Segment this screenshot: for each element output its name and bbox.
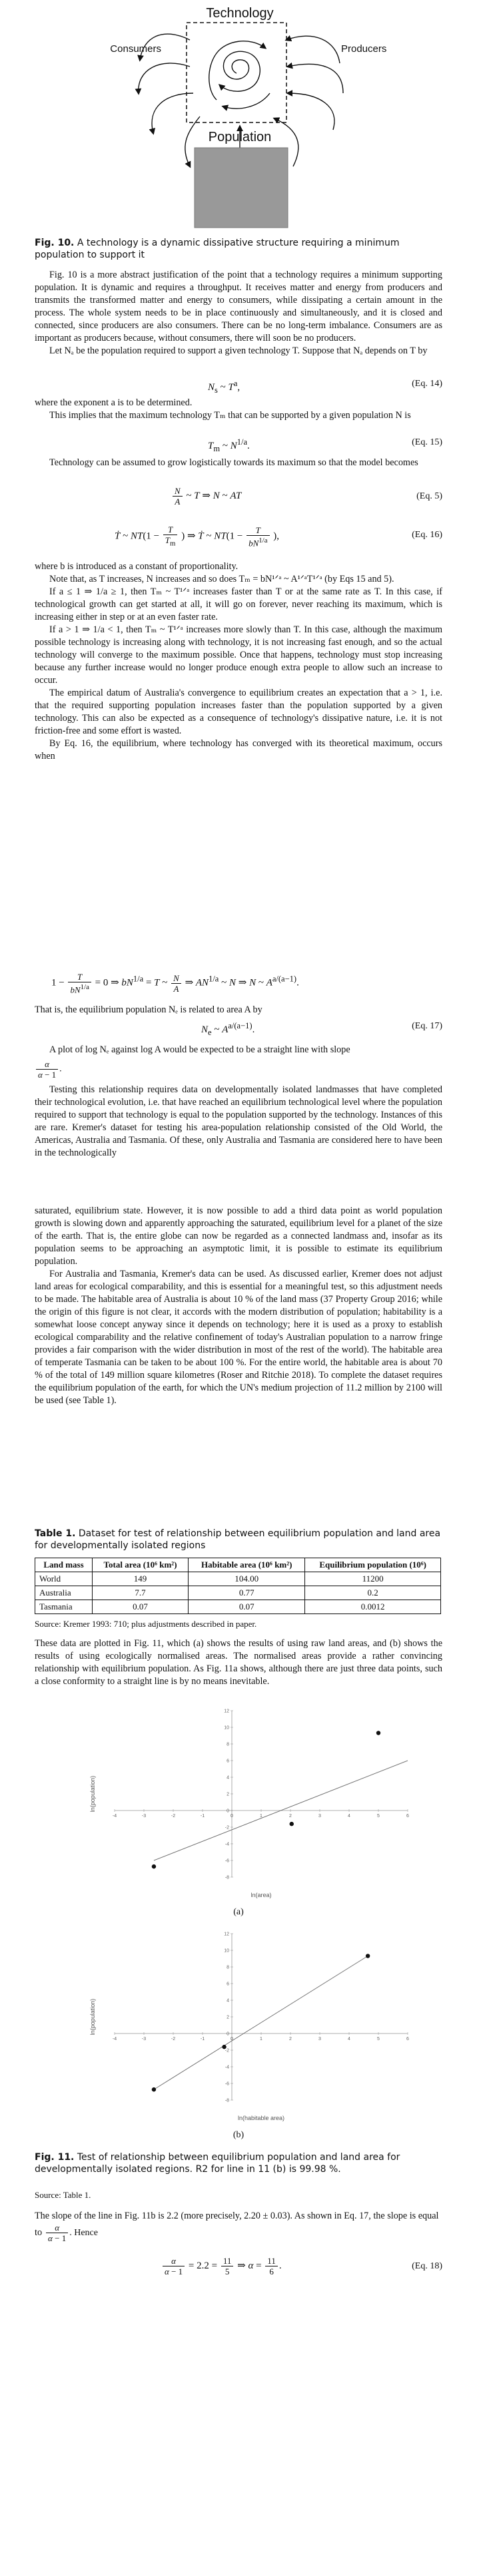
- paragraph-2: Let Nₐ be the population required to support a given technology T. Suppose that Nₐ depends on T by: [49, 345, 428, 356]
- paragraph-18-end: . Hence: [69, 2228, 98, 2239]
- x-tick-label: 4: [348, 1814, 350, 1819]
- text-block-9: [35, 2210, 442, 2243]
- y-tick-label: -4: [225, 1842, 229, 1847]
- table1-caption-text: Dataset for test of relationship between equilibrium population and land area for developmentally isolated regions: [35, 1528, 441, 1551]
- x-tick-label: 6: [406, 1814, 409, 1819]
- table-header-row: [35, 1558, 441, 1572]
- header-total-area: Total area (10⁶ km²): [92, 1558, 188, 1572]
- paragraph-7: Note that, as T increases, N increases and so does Tₘ = bN¹ᐟᵃ ~ A¹ᐟᵃT¹ᐟᵃ (by Eqs 15 and 5).: [49, 574, 394, 584]
- table1-label: Table 1.: [35, 1528, 76, 1539]
- table-cell: Australia: [35, 1586, 93, 1600]
- equation-18: $\frac{\alpha}{\alpha - 1}$ = 2.2 = $\frac{11}{5}$ ⇒ α = $\frac{11}{6}$ . (Eq. 18): [35, 2253, 442, 2284]
- fig10-text: A technology is a dynamic dissipative structure requiring a minimum population to support it: [35, 238, 400, 260]
- data-point: [290, 1822, 294, 1826]
- y-tick-label: 6: [227, 1982, 229, 1987]
- fig10-caption: [35, 237, 442, 261]
- equation-17: $N_e$ ~ $A^{a/(a-1)}$. (Eq. 17): [201, 1021, 442, 1037]
- data-point: [366, 1954, 370, 1958]
- x-axis-label: ln(habitable area): [237, 2115, 285, 2121]
- data-table: [35, 1558, 441, 1614]
- table1-source: Source: Kremer 1993: 710; plus adjustments described in paper.: [35, 1619, 257, 1629]
- y-tick-label: 8: [227, 1742, 229, 1747]
- y-tick-label: -4: [225, 2065, 229, 2070]
- x-axis-label: ln(area): [250, 1892, 272, 1898]
- x-tick-label: 1: [260, 1814, 262, 1819]
- paragraph-5: Technology can be assumed to grow logistically towards its maximum so that the model becomes: [49, 457, 418, 468]
- consumers-label: Consumers: [110, 43, 161, 55]
- y-tick-label: 6: [227, 1759, 229, 1764]
- x-tick-label: -1: [200, 2037, 205, 2041]
- text-block-8: [35, 1637, 442, 1688]
- x-tick-label: 3: [318, 2037, 321, 2041]
- text-block-7: [35, 1205, 442, 1407]
- equation-16: Ṫ ~ NT(1 − $\frac{T}{T_m}$ ) ⇒ Ṫ ~ NT(1 − $\frac{T}{bN^{1/a}}$ ), (Eq. 16): [115, 525, 442, 548]
- x-tick-label: -2: [171, 1814, 176, 1819]
- data-point: [222, 2045, 226, 2049]
- data-point: [152, 1864, 156, 1868]
- equation-equilibrium: 1 − $\frac{T}{bN^{1/a}}$ = 0 ⇒ $bN^{1/a} = T$ ~ $\frac{N}{A}$ ⇒ $AN^{1/a}$ ~ N ⇒ N ~ $A^{a/(a-1)}$.: [51, 972, 299, 995]
- table-cell: 104.00: [189, 1572, 305, 1586]
- text-block-4: [35, 560, 442, 763]
- paragraph-4: This implies that the maximum technology Tₘ that can be supported by a given population N is: [49, 410, 411, 421]
- paragraph-15: saturated, equilibrium state. However, it is now possible to add a third data point as world population growth is slowing down and apparently approaching the saturated, equilibrium level for a planet of the size of the earth. That is, the entire globe can now be regarded as a connected landmass and, insofar as its population seems to be approaching an asymptotic limit, it is possible to estimate its equilibrium population.: [35, 1205, 442, 1267]
- producers-label: Producers: [341, 43, 387, 55]
- y-tick-label: 12: [224, 1709, 229, 1714]
- x-tick-label: 1: [260, 2037, 262, 2041]
- table-cell: 0.2: [305, 1586, 441, 1600]
- y-tick-label: 2: [227, 1792, 229, 1797]
- y-tick-label: 12: [224, 1932, 229, 1937]
- paragraph-18: The slope of the line in Fig. 11b is 2.2 (more precisely, 2.20 ± 0.03). As shown in Eq. 17, the slope is equal to: [35, 2211, 439, 2239]
- paragraph-12: That is, the equilibrium population Nₑ is related to area A by: [35, 1004, 262, 1015]
- y-tick-label: -6: [225, 2081, 229, 2087]
- x-tick-label: 3: [318, 1814, 321, 1819]
- table-cell: Tasmania: [35, 1600, 93, 1614]
- swirl-icon: [209, 41, 270, 108]
- text-block-3: [35, 457, 442, 469]
- table-cell: 11200: [305, 1572, 441, 1586]
- header-equilibrium-population: Equilibrium population (10⁶): [305, 1558, 441, 1572]
- paragraph-17: These data are plotted in Fig. 11, which (a) shows the results of using raw land areas, and (b) shows the results of using ecologically normalised areas. The normalised areas provide a rather convincing relationship with equilibrium population. As Fig. 11a shows, although there are just three data points, such a close conformity to a straight line is by no means inevitable.: [35, 1638, 442, 1687]
- fig11-sub-a: (a): [233, 1907, 244, 1917]
- population-box: [195, 148, 288, 228]
- slope-expression: $\frac{\alpha}{\alpha - 1}$ .: [35, 1059, 442, 1080]
- text-block-2: [35, 397, 442, 422]
- flow-arrows: [139, 34, 343, 166]
- y-tick-label: 10: [224, 1725, 229, 1731]
- x-tick-label: 0: [231, 2037, 233, 2041]
- x-tick-label: -4: [112, 2037, 117, 2041]
- population-label: Population: [208, 130, 272, 144]
- table-cell: 149: [92, 1572, 188, 1586]
- fig11-sub-b: (b): [233, 2130, 244, 2140]
- paragraph-9: If a > 1 ⇒ 1/a < 1, then Tₘ ~ T¹ᐟᵃ increases more slowly than T. In this case, although the maximum possible technology is increasing along with technology, it is not increasing fast enough, and so the actual technology will converge to the maximum possible. Once that happens, technology must stop increasing because any further increase would no longer produce enough extra people to allow such an increase to occur.: [35, 624, 442, 686]
- table1-caption: [35, 1528, 442, 1552]
- x-tick-label: 2: [289, 2037, 292, 2041]
- y-tick-label: 0: [227, 2032, 229, 2037]
- y-tick-label: -8: [225, 1875, 229, 1880]
- paragraph-11: By Eq. 16, the equilibrium, where technology has converged with its theoretical maximum, occurs when: [35, 738, 442, 761]
- table-cell: 0.77: [189, 1586, 305, 1600]
- x-tick-label: -2: [171, 2037, 176, 2041]
- paragraph-10: The empirical datum of Australia's convergence to equilibrium creates an expectation that a > 1, i.e. that the required supporting population increases faster than the population supported by a given technology. This can also be expected as a consequence of technology's dissipative nature, i.e. it is not friction-free and some effort is wasted.: [35, 688, 442, 736]
- eq17-number: (Eq. 17): [412, 1021, 442, 1031]
- y-tick-label: 4: [227, 1998, 229, 2004]
- x-tick-label: 6: [406, 2037, 409, 2041]
- y-tick-label: 10: [224, 1948, 229, 1954]
- y-tick-label: 0: [227, 1809, 229, 1814]
- eq15-number: (Eq. 15): [412, 437, 442, 447]
- x-tick-label: -3: [141, 1814, 147, 1819]
- chart-b: [35, 1927, 442, 2127]
- y-axis-label: ln(population): [89, 1775, 96, 1813]
- x-tick-label: 0: [231, 1814, 233, 1819]
- paragraph-1: Fig. 10 is a more abstract justification of the point that a technology requires a minimum supporting population. It is dynamic and requires a throughput. It receives matter and energy from producers and transmits the transformed matter and energy to consumers, while dissipating a certain amount in the process. The whole system needs to be in place continuously and simultaneously, and it is closed and connected, since producers are also consumers. There can be no long-term imbalance. Consumers are as important as producers because, without consumers, there will soon be no producers.: [35, 270, 442, 343]
- x-tick-label: 5: [377, 1814, 380, 1819]
- table-cell: 0.0012: [305, 1600, 441, 1614]
- y-tick-label: -2: [225, 2048, 229, 2053]
- text-block-5: [35, 1004, 442, 1016]
- table-row: [35, 1586, 441, 1600]
- paragraph-8: If a ≤ 1 ⇒ 1/a ≥ 1, then Tₘ ~ T¹ᐟᵃ increases faster than T or at the same rate as T. In this case, if technological growth can get started at all, it will go on forever, never reaching its maximum, which is increasing either in step or at an even faster rate.: [35, 586, 442, 622]
- trendline: [154, 1956, 368, 2090]
- chart-a: [35, 1704, 442, 1904]
- diagram-title: Technology: [206, 6, 274, 21]
- table-cell: 0.07: [92, 1600, 188, 1614]
- y-tick-label: -6: [225, 1858, 229, 1864]
- x-tick-label: -1: [200, 1814, 205, 1819]
- data-point: [152, 2087, 156, 2091]
- eq5-number: (Eq. 5): [416, 491, 442, 501]
- technology-diagram: [100, 0, 387, 230]
- x-tick-label: -4: [112, 1814, 117, 1819]
- table-cell: 0.07: [189, 1600, 305, 1614]
- text-block-6: [35, 1044, 442, 1160]
- eq16-number: (Eq. 16): [412, 530, 442, 540]
- y-axis-label: ln(population): [89, 1998, 96, 2036]
- slope-fraction: $\frac{\alpha}{\alpha - 1}$: [46, 2223, 68, 2243]
- x-tick-label: -3: [141, 2037, 147, 2041]
- fig11-text: Test of relationship between equilibrium population and land area for developmentally isolated regions. R2 for line in 11 (b) is 99.98 %.: [35, 2152, 400, 2175]
- header-habitable-area: Habitable area (10⁶ km²): [189, 1558, 305, 1572]
- y-tick-label: 2: [227, 2015, 229, 2020]
- paragraph-16: For Australia and Tasmania, Kremer's data can be used. As discussed earlier, Kremer does not adjust land areas for ecological comparability, and this is essential for a meaningful test, so this adjustment needs to be made. The habitable area of Australia is about 10 % of the land mass (37 Property Group 2016; while the origin of this figure is not clear, it accords with the modern distribution of population; habitability is a somewhat loose concept anyway since it depends on technology; here it is used as a proxy to establish ecological comparability and the relative confinement of today's Australian population to a narrow fringe provides a fair comparison with the wider distribution in most of the rest of the world). The habitable area of temperate Tasmania can be taken to be about 100 %. For the entire world, the habitable area is about 70 % of the total of 149 million square kilometres (Roser and Ritchie 2018). To complete the dataset requires the equilibrium population of the earth, for which the UN's medium projection of 11.2 million by 2100 will be used (see Table 1).: [35, 1269, 442, 1406]
- header-land-mass: Land mass: [35, 1558, 93, 1572]
- eq14-number: (Eq. 14): [412, 379, 442, 389]
- equation-5: $\frac{N}{A}$ ~ T ⇒ N ~ AT (Eq. 5): [35, 485, 442, 513]
- y-tick-label: -8: [225, 2098, 229, 2103]
- fig11-source: Source: Table 1.: [35, 2190, 91, 2200]
- data-point: [376, 1731, 380, 1735]
- paragraph-14: Testing this relationship requires data on developmentally isolated landmasses that have completed their technological evolution, i.e. that have reached an equilibrium technological level where the population required to support that technology is equal to the population supported by the technology. Instances of this are rare. Kremer's dataset for testing his area-population relationship consisted of the Old World, the Americas, Australia and Tasmania. Of these, only Australia and Tasmania are considered here to have been in the technologically: [35, 1084, 442, 1158]
- text-block-1: [35, 269, 442, 357]
- table-cell: 7.7: [92, 1586, 188, 1600]
- equation-14: $N_s$ ~ $T^a$, (Eq. 14): [208, 379, 442, 395]
- fig11-caption: [35, 2151, 442, 2175]
- y-tick-label: 8: [227, 1965, 229, 1970]
- paragraph-3: where the exponent a is to be determined.: [35, 397, 193, 408]
- x-tick-label: 4: [348, 2037, 350, 2041]
- table-cell: World: [35, 1572, 93, 1586]
- technology-box: [187, 23, 286, 122]
- y-tick-label: 4: [227, 1775, 229, 1781]
- eq18-number: (Eq. 18): [412, 2261, 442, 2271]
- x-tick-label: 5: [377, 2037, 380, 2041]
- table-row: [35, 1572, 441, 1586]
- paragraph-6: where b is introduced as a constant of proportionality.: [35, 561, 238, 572]
- table-row: [35, 1600, 441, 1614]
- paragraph-13: A plot of log Nₑ against log A would be expected to be a straight line with slope: [49, 1044, 350, 1055]
- y-tick-label: -2: [225, 1825, 229, 1830]
- fig10-label: Fig. 10.: [35, 238, 75, 248]
- fig11-label: Fig. 11.: [35, 2152, 75, 2163]
- x-tick-label: 2: [289, 1814, 292, 1819]
- equation-15: $T_m$ ~ $N^{1/a}$. (Eq. 15): [208, 437, 442, 453]
